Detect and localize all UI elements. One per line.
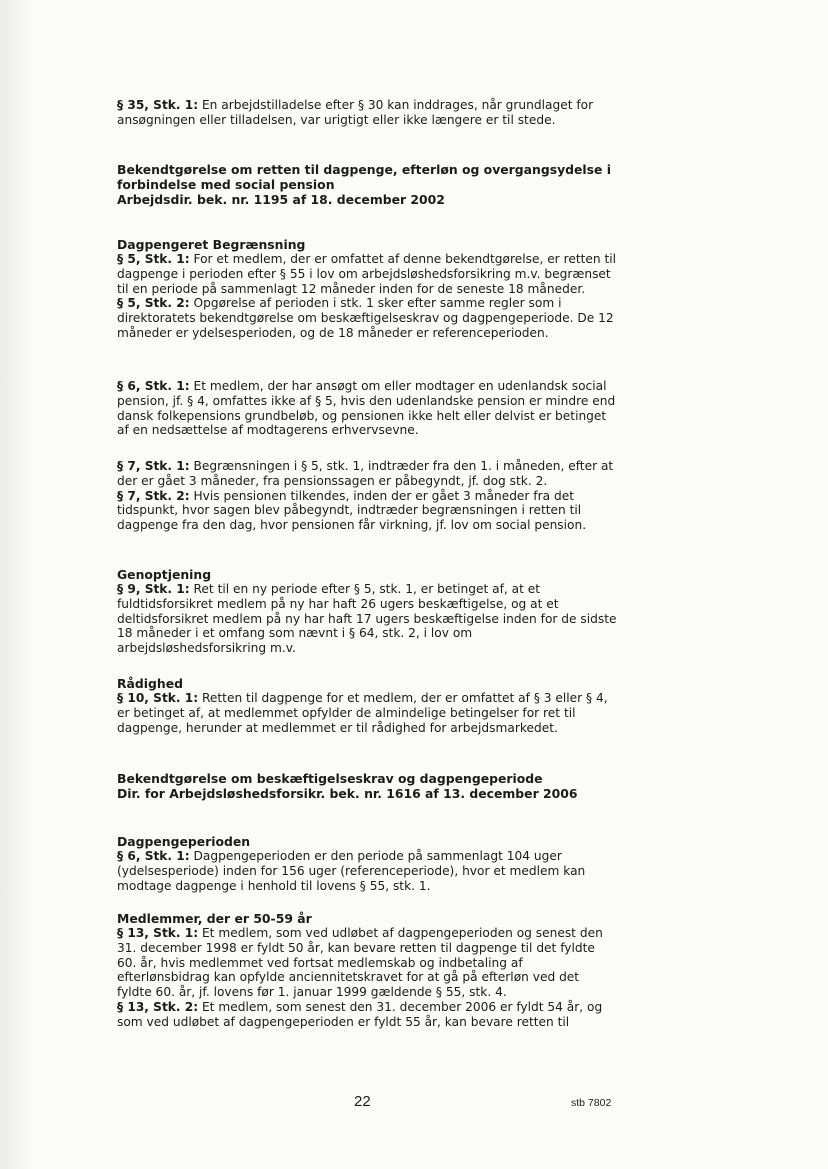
paragraph-text: Et medlem, der har ansøgt om eller modtager en udenlandsk social pension, jf. § 4, omfattes ikke af § 5, hvis den udenlandske pension er mindre end dansk folkepensions grundbeløb, og pensionen ikke helt eller delvist er betinget af en nedsættelse af modtagerens erhvervsevne.	[117, 379, 616, 438]
paragraph	[117, 691, 617, 735]
paragraph	[117, 379, 617, 438]
section-title: Rådighed	[117, 676, 183, 691]
section-title: Dagpengeperioden	[117, 834, 251, 849]
section-title: Dagpengeret Begrænsning	[117, 237, 306, 252]
section-35	[117, 98, 617, 128]
paragraph-ref: § 7, Stk. 2:	[117, 488, 190, 503]
section-6	[117, 379, 617, 438]
paragraph-ref: § 7, Stk. 1:	[117, 459, 190, 473]
paragraph	[117, 98, 617, 128]
paragraph	[117, 489, 617, 533]
paragraph-ref: § 5, Stk. 1:	[117, 252, 190, 266]
paragraph-text: Ret til en ny periode efter § 5, stk. 1, er betinget af, at et fuldtidsforsikret medlem på ny har haft 26 ugers beskæftigelse, og at et deltidsforsikret medlem på ny har haft 17 ugers beskæftigelse inden for de sidste 18 måneder i et omfang som nævnt i § 64, stk. 2, i lov om arbejdsløshedsforsikring m.v.	[117, 582, 617, 656]
section-dagpengeperioden	[117, 834, 617, 893]
paragraph-text: Hvis pensionen tilkendes, inden der er gået 3 måneder fra det tidspunkt, hvor sagen blev påbegyndt, indtræder begrænsningen i retten til dagpenge fra den dag, hvor pensionen får virkning, jf. lov om social pension.	[117, 488, 587, 533]
paragraph-text: For et medlem, der er omfattet af denne bekendtgørelse, er retten til dagpenge i perioden efter § 55 i lov om arbejdsløshedsforsikring m.v. begrænset til en periode på sammenlagt 12 måneder inden for de seneste 18 måneder.	[117, 252, 617, 296]
paragraph-text: Opgørelse af perioden i stk. 1 sker efter samme regler som i direktoratets bekendtgørelse om beskæftigelseskrav og dagpengeperiode. De 12 måneder er ydelsesperioden, og de 18 måneder er referenceperioden.	[117, 296, 614, 340]
paragraph-ref: § 6, Stk. 1:	[117, 379, 190, 393]
paragraph	[117, 1000, 617, 1030]
decree-reference: Arbejdsdir. bek. nr. 1195 af 18. december 2002	[117, 192, 445, 207]
paragraph	[117, 926, 617, 1000]
decree-title: Bekendtgørelse om retten til dagpenge, efterløn og overgangsydelse i forbindelse med social pension	[117, 162, 612, 192]
section-medlemmer-50-59	[117, 911, 617, 1030]
paragraph	[117, 252, 617, 296]
section-title: Genoptjening	[117, 567, 212, 582]
paragraph-text: Retten til dagpenge for et medlem, der er omfattet af § 3 eller § 4, er betinget af, at medlemmet opfylder de almindelige betingelser for ret til dagpenge, herunder at medlemmet er til rådighed for arbejdsmarkedet.	[117, 691, 608, 735]
decree-heading-1	[117, 162, 617, 207]
section-dagpengeret-begraensning	[117, 237, 617, 341]
paragraph-ref: § 10, Stk. 1:	[117, 691, 199, 705]
decree-title: Bekendtgørelse om beskæftigelseskrav og dagpengeperiode	[117, 771, 543, 786]
paragraph-ref: § 35, Stk. 1:	[117, 98, 199, 112]
paragraph-text: Begrænsningen i § 5, stk. 1, indtræder fra den 1. i måneden, efter at der er gået 3 måneder, fra pensionssagen er påbegyndt, jf. dog stk. 2.	[117, 459, 614, 488]
paragraph-text: Et medlem, som ved udløbet af dagpengeperioden og senest den 31. december 1998 er fyldt 50 år, kan bevare retten til dagpenge til det fyldte 60. år, hvis medlemmet ved fortsat medlemskab og indbetaling af efterlønsbidrag kan opfylde anciennitetskravet for at gå på efterløn ved det fyldte 60. år, jf. lovens før 1. januar 1999 gældende § 55, stk. 4.	[117, 926, 603, 1000]
document-code: stb 7802	[571, 1097, 612, 1109]
paragraph-text: Dagpengeperioden er den periode på sammenlagt 104 uger (ydelsesperiode) inden for 156 uger (referenceperiode), hvor et medlem kan modtage dagpenge i henhold til lovens § 55, stk. 1.	[117, 849, 586, 893]
paragraph-text: En arbejdstilladelse efter § 30 kan inddrages, når grundlaget for ansøgningen eller tilladelsen, var urigtigt eller ikke længere er til stede.	[117, 98, 594, 127]
section-raadighed	[117, 676, 617, 735]
paragraph-ref: § 9, Stk. 1:	[117, 582, 190, 596]
paragraph-ref: § 6, Stk. 1:	[117, 849, 190, 863]
page-number: 22	[354, 1093, 371, 1110]
paragraph	[117, 296, 617, 340]
scan-edge-shadow	[0, 0, 34, 1169]
paragraph	[117, 849, 617, 893]
section-title: Medlemmer, der er 50-59 år	[117, 911, 312, 926]
decree-heading-2	[117, 771, 617, 801]
section-7	[117, 459, 617, 533]
paragraph-ref: § 5, Stk. 2:	[117, 296, 190, 311]
paragraph	[117, 582, 617, 656]
paragraph-ref: § 13, Stk. 1:	[117, 926, 199, 940]
paragraph-text: Et medlem, som senest den 31. december 2006 er fyldt 54 år, og som ved udløbet af dagpengeperioden er fyldt 55 år, kan bevare retten til	[117, 999, 603, 1029]
section-genoptjening	[117, 567, 617, 656]
decree-reference: Dir. for Arbejdsløshedsforsikr. bek. nr. 1616 af 13. december 2006	[117, 786, 578, 801]
paragraph	[117, 459, 617, 489]
paragraph-ref: § 13, Stk. 2:	[117, 999, 199, 1014]
